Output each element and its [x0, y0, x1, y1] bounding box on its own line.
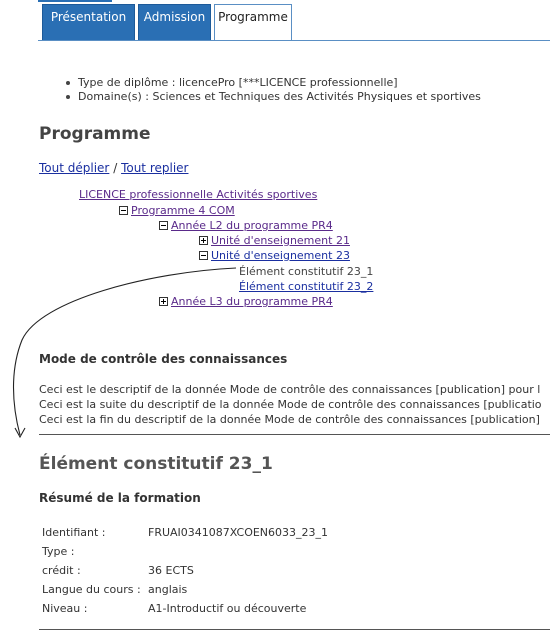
tree-node-year-l2	[159, 219, 333, 233]
table-row	[40, 599, 328, 618]
controle-line: Ceci est la suite du descriptif de la donnée Mode de contrôle des connaissances [publicatio	[39, 398, 542, 411]
expand-icon[interactable]	[199, 236, 208, 245]
field-label: Type :	[42, 545, 75, 558]
field-label: Niveau :	[42, 602, 88, 615]
tree-node-ec23-1	[239, 265, 373, 279]
tree-link-programme[interactable]: Programme 4 COM	[131, 204, 235, 217]
tab-bar-underline	[38, 40, 550, 41]
field-value: anglais	[148, 583, 188, 596]
field-label: Langue du cours :	[42, 583, 141, 596]
table-row	[40, 561, 328, 580]
tree-node-programme	[119, 204, 235, 218]
tree-node-ec23-2	[239, 280, 373, 294]
tree-link-root[interactable]: LICENCE professionnelle Activités sportives	[79, 188, 318, 201]
divider	[39, 629, 550, 630]
tree-node-year-l3	[159, 295, 333, 309]
controle-description	[39, 382, 550, 427]
tree-current-ec23-1: Élément constitutif 23_1	[239, 265, 374, 278]
controle-line: Ceci est la fin du descriptif de la donnée Mode de contrôle des connaissances [publication]	[39, 413, 540, 426]
tab-programme[interactable]: Programme	[214, 4, 292, 41]
collapse-icon[interactable]	[199, 251, 208, 260]
tab-admission[interactable]: Admission	[138, 4, 211, 40]
tree-link-year-l3[interactable]: Année L3 du programme PR4	[171, 295, 333, 308]
tab-presentation[interactable]: Présentation	[42, 4, 135, 40]
resume-title: Résumé de la formation	[39, 491, 201, 505]
divider	[39, 434, 550, 435]
field-value: A1-Introductif ou découverte	[148, 602, 307, 615]
toggle-separator: /	[113, 161, 118, 175]
expand-icon[interactable]	[159, 297, 168, 306]
controle-line: Ceci est le descriptif de la donnée Mode de contrôle des connaissances [publication] pour l	[39, 383, 541, 396]
expand-all-link[interactable]: Tout déplier	[39, 161, 110, 175]
table-row	[40, 523, 328, 542]
tree-link-year-l2[interactable]: Année L2 du programme PR4	[171, 219, 333, 232]
tree-node-ue23	[199, 249, 350, 263]
programme-title: Programme	[39, 124, 151, 144]
table-row	[40, 542, 328, 561]
diploma-info-list	[64, 76, 481, 104]
field-label: Identifiant :	[42, 526, 106, 539]
field-label: crédit :	[42, 564, 81, 577]
tree-node-root	[79, 188, 317, 202]
tab-bar	[38, 0, 550, 42]
tree-link-ue21[interactable]: Unité d'enseignement 21	[211, 234, 350, 247]
tree-node-ue21	[199, 234, 350, 248]
tab-bar-top-stub	[38, 0, 112, 2]
field-value: 36 ECTS	[148, 564, 194, 577]
table-row	[40, 580, 328, 599]
controle-title: Mode de contrôle des connaissances	[39, 352, 288, 366]
field-value: FRUAI0341087XCOEN6033_23_1	[148, 526, 329, 539]
collapse-icon[interactable]	[119, 206, 128, 215]
diploma-domain: Domaine(s) : Sciences et Techniques des Activités Physiques et sportives	[64, 90, 481, 104]
element-title: Élément constitutif 23_1	[39, 454, 273, 474]
diploma-type: Type de diplôme : licencePro [***LICENCE professionnelle]	[64, 76, 481, 90]
tree-link-ue23[interactable]: Unité d'enseignement 23	[211, 249, 350, 262]
field-value	[146, 542, 328, 561]
element-metadata-table	[40, 523, 328, 618]
collapse-all-link[interactable]: Tout replier	[121, 161, 189, 175]
collapse-icon[interactable]	[159, 221, 168, 230]
tree-link-ec23-2[interactable]: Élément constitutif 23_2	[239, 280, 374, 293]
tree-toggle-links	[39, 161, 188, 175]
